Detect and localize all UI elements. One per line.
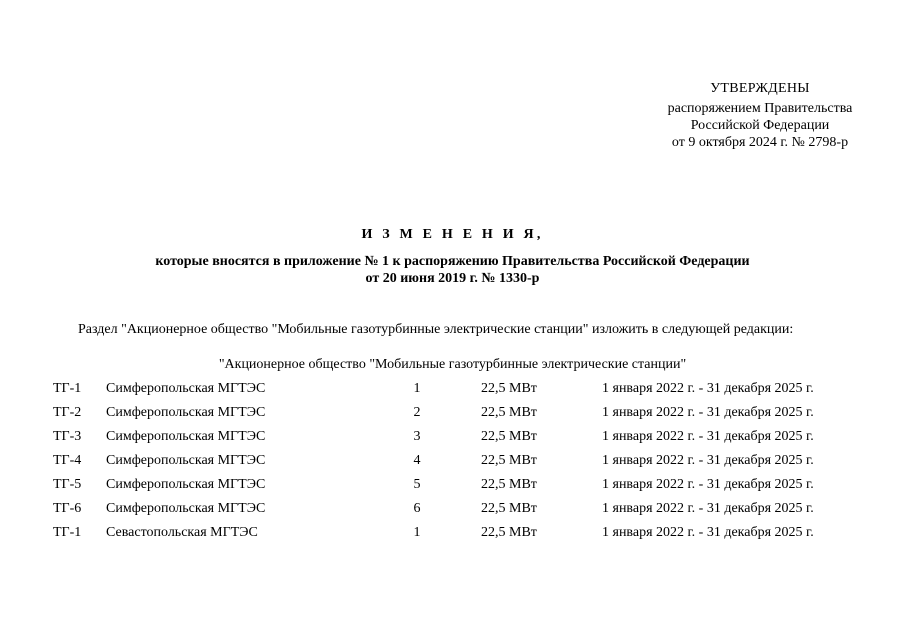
cell-number: 2 [413,405,421,420]
approval-heading: УТВЕРЖДЕНЫ [710,81,810,96]
cell-period: 1 января 2022 г. - 31 декабря 2025 г. [602,477,814,492]
cell-number: 5 [413,477,421,492]
cell-station-name: Симферопольская МГТЭС [106,477,266,492]
table-row [0,380,905,404]
cell-code: ТГ-4 [53,453,82,468]
cell-power: 22,5 МВт [481,381,537,396]
cell-code: ТГ-6 [53,501,82,516]
stations-table [0,380,905,548]
cell-power: 22,5 МВт [481,477,537,492]
approval-block [600,80,905,151]
cell-code: ТГ-3 [53,429,82,444]
cell-power: 22,5 МВт [481,405,537,420]
cell-station-name: Симферопольская МГТЭС [106,501,266,516]
document-title [0,226,905,287]
cell-number: 1 [413,525,421,540]
table-row [0,476,905,500]
approval-line-2: Российской Федерации [690,118,830,133]
cell-number: 4 [413,453,421,468]
table-row [0,452,905,476]
approval-line-3: от 9 октября 2024 г. № 2798-р [671,135,849,150]
cell-station-name: Симферопольская МГТЭС [106,453,266,468]
cell-period: 1 января 2022 г. - 31 декабря 2025 г. [602,525,814,540]
section-subheading: "Акционерное общество "Мобильные газотурбинные электрические станции" [218,357,687,372]
cell-station-name: Севастопольская МГТЭС [106,525,258,540]
cell-power: 22,5 МВт [481,501,537,516]
cell-power: 22,5 МВт [481,525,537,540]
table-row [0,428,905,452]
approval-line-1: распоряжением Правительства [667,101,853,116]
cell-power: 22,5 МВт [481,453,537,468]
cell-number: 3 [413,429,421,444]
cell-code: ТГ-1 [53,525,82,540]
cell-period: 1 января 2022 г. - 31 декабря 2025 г. [602,381,814,396]
cell-number: 1 [413,381,421,396]
table-row [0,500,905,524]
title-changes: И З М Е Н Е Н И Я, [361,227,544,242]
cell-period: 1 января 2022 г. - 31 декабря 2025 г. [602,429,814,444]
cell-station-name: Симферопольская МГТЭС [106,405,266,420]
section-intro: Раздел "Акционерное общество "Мобильные газотурбинные электрические станции" изложить в следующей редакции: [78,322,794,337]
cell-power: 22,5 МВт [481,429,537,444]
cell-station-name: Симферопольская МГТЭС [106,429,266,444]
cell-number: 6 [413,501,421,516]
cell-period: 1 января 2022 г. - 31 декабря 2025 г. [602,453,814,468]
title-line-1: которые вносятся в приложение № 1 к распоряжению Правительства Российской Федерации [155,254,750,269]
cell-period: 1 января 2022 г. - 31 декабря 2025 г. [602,501,814,516]
cell-code: ТГ-2 [53,405,82,420]
cell-station-name: Симферопольская МГТЭС [106,381,266,396]
cell-code: ТГ-5 [53,477,82,492]
table-row [0,524,905,548]
table-row [0,404,905,428]
title-line-2: от 20 июня 2019 г. № 1330-р [365,271,540,286]
cell-code: ТГ-1 [53,381,82,396]
cell-period: 1 января 2022 г. - 31 декабря 2025 г. [602,405,814,420]
